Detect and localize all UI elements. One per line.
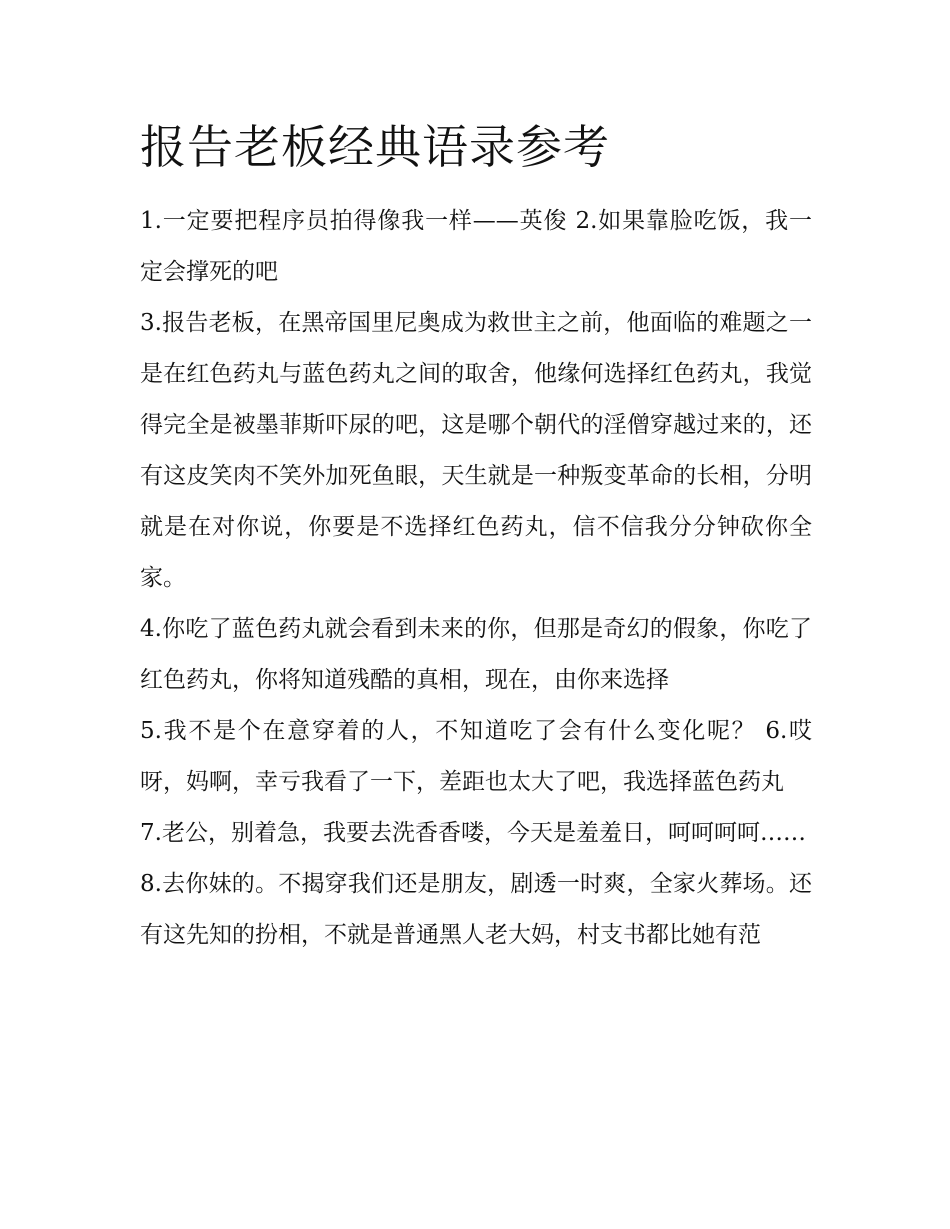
paragraph-quotes-5-6: 5.我不是个在意穿着的人，不知道吃了会有什么变化呢？ 6.哎呀，妈啊，幸亏我看了一下，差距也太大了吧，我选择蓝色药丸 [140,718,812,795]
paragraph-quotes-1-2: 1.一定要把程序员拍得像我一样——英俊 2.如果靠脸吃饭，我一定会撑死的吧 [140,208,812,285]
paragraph-quote-3: 3.报告老板，在黑帝国里尼奥成为救世主之前，他面临的难题之一是在红色药丸与蓝色药丸之间的取舍，他缘何选择红色药丸，我觉得完全是被墨菲斯吓尿的吧，这是哪个朝代的淫僧穿越过来的，还有这皮笑肉不笑外加死鱼眼，天生就是一种叛变革命的长相，分明就是在对你说，你要是不选择红色药丸，信不信我分分钟砍你全家。 [140,310,812,591]
document-title: 报告老板经典语录参考 [140,120,610,174]
paragraph-quote-8: 8.去你妹的。不揭穿我们还是朋友，剧透一时爽，全家火葬场。还有这先知的扮相，不就是普通黑人老大妈，村支书都比她有范 [140,871,812,948]
paragraph-quote-7: 7.老公，别着急，我要去洗香香喽，今天是羞羞日，呵呵呵呵…… [140,820,806,846]
paragraph-quote-4: 4.你吃了蓝色药丸就会看到未来的你，但那是奇幻的假象，你吃了红色药丸，你将知道残酷的真相，现在，由你来选择 [140,616,812,693]
document-body [140,196,812,961]
